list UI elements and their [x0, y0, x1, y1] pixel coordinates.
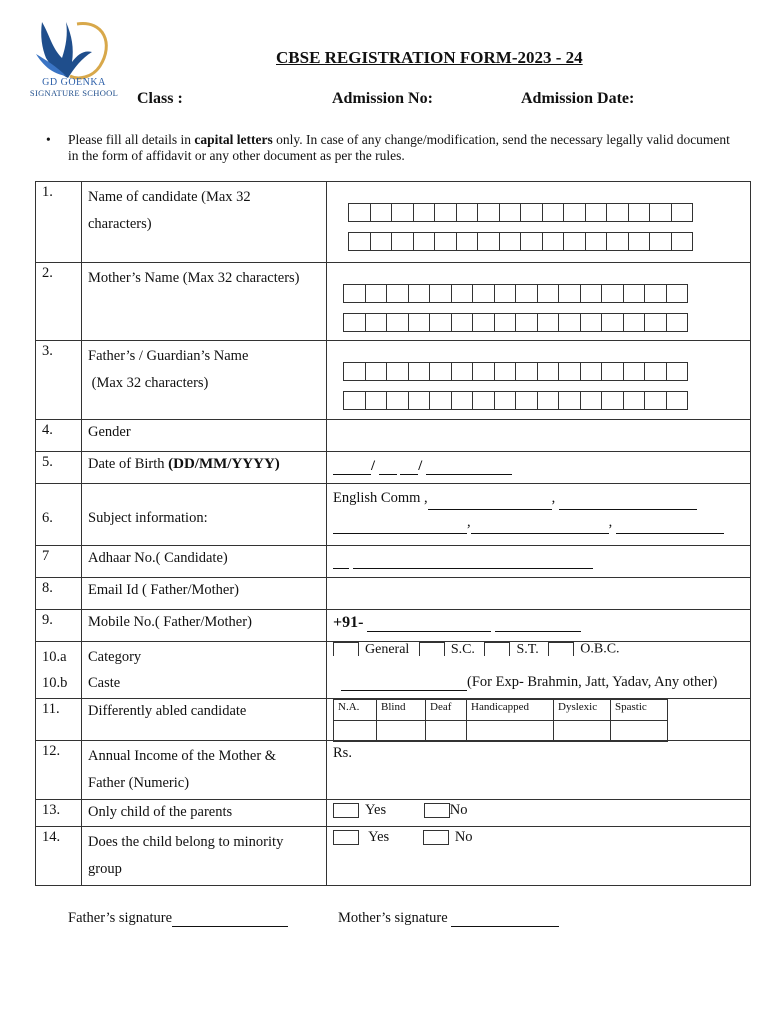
disability-cell[interactable]: [377, 721, 426, 742]
income-currency: Rs.: [333, 745, 352, 761]
row-gender: [36, 420, 751, 452]
row-label: Gender: [82, 420, 327, 452]
row-dob: [36, 452, 751, 484]
row-num: 9.: [36, 610, 82, 642]
category-options: [333, 642, 744, 656]
row-label-2: group: [88, 861, 122, 877]
row-num-2: 10.b: [42, 675, 68, 691]
logo-text: [22, 78, 126, 98]
row-category-caste: [36, 642, 751, 699]
row-label: Mother’s Name (Max 32 characters): [82, 263, 327, 341]
registration-table: [35, 181, 751, 886]
row-candidate-name: [36, 182, 751, 263]
row-num: 5.: [36, 452, 82, 484]
row-mobile: [36, 610, 751, 642]
instruction-post: only. In case of any change/modification, send the necessary legally valid document in the form of affidavit or any other document as per the rules.: [68, 132, 730, 163]
minority-yes-label: Yes: [368, 829, 390, 845]
only-child-yes-checkbox[interactable]: [333, 803, 359, 818]
row-label: Subject information:: [82, 484, 327, 546]
char-box-row[interactable]: [349, 203, 693, 222]
class-label: Class :: [137, 90, 183, 107]
char-box-row[interactable]: [349, 232, 693, 251]
caste-field[interactable]: [333, 674, 744, 691]
father-signature[interactable]: [68, 910, 288, 927]
disability-option: Handicapped: [467, 700, 554, 721]
email-field[interactable]: [327, 578, 751, 610]
char-box-row[interactable]: [344, 284, 688, 303]
category-checkbox[interactable]: [419, 642, 445, 656]
row-label: Date of Birth: [88, 456, 169, 472]
minority-yes-checkbox[interactable]: [333, 830, 359, 845]
char-box-row[interactable]: [344, 313, 688, 332]
disability-option: Blind: [377, 700, 426, 721]
instruction-note: [46, 132, 736, 163]
admission-date-label: Admission Date:: [521, 90, 635, 107]
mother-name-boxes[interactable]: [327, 263, 751, 341]
form-title: CBSE REGISTRATION FORM-2023 - 24: [276, 48, 583, 67]
dob-field[interactable]: / /: [327, 452, 751, 484]
only-child-no-label: No: [449, 802, 468, 818]
row-label: Father’s / Guardian’s Name: [88, 348, 249, 364]
only-child-no-checkbox[interactable]: [424, 803, 450, 818]
father-name-boxes[interactable]: [327, 341, 751, 420]
candidate-name-boxes[interactable]: [327, 182, 751, 263]
category-option: S.C.: [450, 642, 475, 656]
subject-field[interactable]: English Comm , , , ,: [327, 484, 751, 546]
disability-cell[interactable]: [334, 721, 377, 742]
row-label: Adhaar No.( Candidate): [82, 546, 327, 578]
subject-english: English Comm ,: [333, 490, 428, 506]
row-aadhaar: [36, 546, 751, 578]
row-num: 2.: [36, 263, 82, 341]
dob-format: (DD/MM/YYYY): [168, 456, 280, 472]
disability-cell[interactable]: [611, 721, 668, 742]
row-annual-income: [36, 741, 751, 800]
category-checkbox[interactable]: [333, 642, 359, 656]
category-option: General: [365, 642, 410, 656]
row-email: [36, 578, 751, 610]
row-num: 8.: [36, 578, 82, 610]
row-label-2: Caste: [88, 675, 121, 691]
logo-line-2: SIGNATURE SCHOOL: [29, 88, 119, 98]
row-num: 14.: [36, 827, 82, 886]
row-label: Annual Income of the Mother &: [88, 748, 277, 764]
row-num: 4.: [36, 420, 82, 452]
disability-option: Deaf: [426, 700, 467, 721]
mother-signature-label: Mother’s signature: [338, 910, 448, 926]
logo-line-1: GD GOENKA: [42, 77, 106, 88]
mobile-prefix: +91-: [333, 614, 364, 631]
category-option: S.T.: [516, 642, 539, 656]
instruction-pre: Please fill all details in: [68, 132, 195, 147]
aadhaar-field[interactable]: [327, 546, 751, 578]
char-box-row[interactable]: [344, 391, 688, 410]
char-box-row[interactable]: [344, 362, 688, 381]
disability-option: Dyslexic: [554, 700, 611, 721]
row-label-2: (Max 32 characters): [88, 375, 209, 391]
category-checkbox[interactable]: [548, 642, 574, 656]
row-mother-name: [36, 263, 751, 341]
instruction-bold: capital letters: [194, 132, 273, 147]
row-differently-abled: [36, 699, 751, 741]
bullet-icon: •: [46, 132, 51, 147]
disability-option: Spastic: [611, 700, 668, 721]
disability-options: [333, 699, 668, 742]
income-field[interactable]: [327, 741, 751, 800]
disability-cell[interactable]: [467, 721, 554, 742]
disability-cell[interactable]: [554, 721, 611, 742]
gender-field[interactable]: [327, 420, 751, 452]
admission-no-label: Admission No:: [332, 90, 433, 107]
mother-signature[interactable]: [338, 910, 559, 927]
only-child-yes-label: Yes: [365, 802, 387, 818]
row-num: 6.: [36, 484, 82, 546]
row-subjects: [36, 484, 751, 546]
row-num: 3.: [36, 341, 82, 420]
row-label: Only child of the parents: [82, 800, 327, 827]
caste-hint: (For Exp- Brahmin, Jatt, Yadav, Any other): [467, 674, 718, 690]
row-label: Differently abled candidate: [82, 699, 327, 741]
row-label-2: Father (Numeric): [88, 775, 190, 791]
row-num: 10.a: [42, 649, 67, 665]
category-option: O.B.C.: [580, 642, 620, 656]
row-label: Mobile No.( Father/Mother): [82, 610, 327, 642]
row-label: Name of candidate (Max 32: [88, 189, 251, 205]
row-label: Category: [88, 649, 142, 665]
minority-no-label: No: [454, 829, 473, 845]
mobile-field[interactable]: [327, 610, 751, 642]
row-num: 1.: [36, 182, 82, 263]
row-label: Does the child belong to minority: [88, 834, 284, 850]
row-only-child: [36, 800, 751, 827]
row-label: Email Id ( Father/Mother): [82, 578, 327, 610]
row-num: 7: [36, 546, 82, 578]
row-num: 13.: [36, 800, 82, 827]
row-label-2: characters): [88, 216, 152, 232]
row-num: 11.: [36, 699, 82, 741]
row-num: 12.: [36, 741, 82, 800]
disability-cell[interactable]: [426, 721, 467, 742]
minority-no-checkbox[interactable]: [423, 830, 449, 845]
row-father-name: [36, 341, 751, 420]
father-signature-label: Father’s signature: [68, 910, 173, 926]
category-checkbox[interactable]: [484, 642, 510, 656]
disability-option: N.A.: [334, 700, 377, 721]
row-minority: [36, 827, 751, 886]
